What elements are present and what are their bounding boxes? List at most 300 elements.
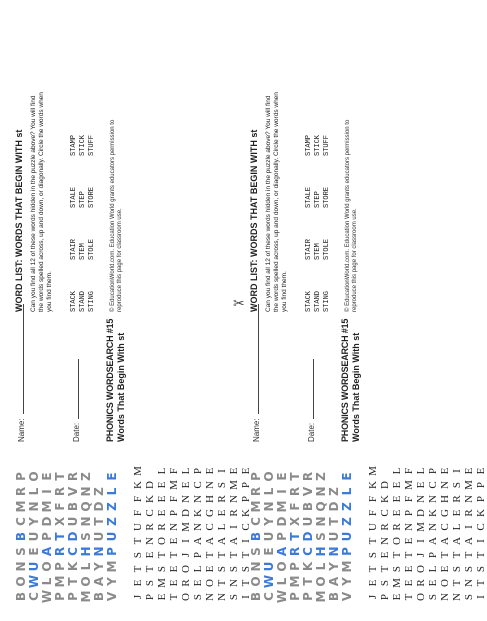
- logo-letter: S: [313, 532, 328, 541]
- grid-letter[interactable]: C: [240, 523, 252, 531]
- logo-letter: S: [78, 532, 93, 541]
- grid-letter[interactable]: R: [144, 523, 156, 531]
- grid-letter[interactable]: N: [228, 495, 240, 503]
- grid-letter[interactable]: A: [216, 537, 228, 545]
- grid-letter[interactable]: T: [132, 537, 144, 545]
- grid-letter[interactable]: C: [192, 481, 204, 489]
- grid-letter[interactable]: E: [192, 579, 204, 587]
- logo-row: [53, 454, 66, 604]
- grid-letter[interactable]: A: [192, 537, 204, 545]
- grid-letter[interactable]: N: [180, 495, 192, 503]
- logo-letter: N: [78, 486, 93, 497]
- grid-letter[interactable]: T: [216, 551, 228, 559]
- grid-letter[interactable]: E: [156, 495, 168, 503]
- grid-letter[interactable]: E: [144, 551, 156, 559]
- grid-letter[interactable]: P: [379, 593, 391, 601]
- word-list-item: STUFF: [88, 134, 96, 156]
- grid-letter[interactable]: E: [427, 579, 439, 587]
- grid-letter[interactable]: S: [427, 593, 439, 601]
- grid-letter[interactable]: N: [463, 495, 475, 503]
- logo-letter: O: [274, 561, 289, 572]
- grid-letter[interactable]: A: [427, 537, 439, 545]
- grid-letter[interactable]: A: [463, 537, 475, 545]
- logo-letter: E: [39, 472, 54, 481]
- name-field[interactable]: [15, 304, 26, 442]
- grid-letter[interactable]: L: [192, 565, 204, 573]
- logo-letter: Y: [91, 562, 106, 571]
- grid-letter[interactable]: S: [451, 481, 463, 489]
- grid-letter[interactable]: K: [192, 509, 204, 517]
- grid-letter[interactable]: O: [156, 537, 168, 545]
- grid-letter[interactable]: N: [204, 481, 216, 489]
- grid-letter[interactable]: S: [228, 565, 240, 573]
- grid-letter[interactable]: T: [403, 593, 415, 601]
- logo-letter: Y: [261, 517, 276, 526]
- logo-row: [249, 454, 262, 604]
- grid-letter[interactable]: I: [475, 595, 487, 599]
- grid-letter[interactable]: E: [240, 467, 252, 475]
- word-list-item: STING: [323, 290, 331, 312]
- logo-letter: N: [13, 561, 28, 572]
- grid-letter[interactable]: R: [379, 523, 391, 531]
- grid-letter[interactable]: M: [367, 466, 379, 476]
- word-list-item: STACK: [305, 290, 313, 312]
- grid-letter[interactable]: N: [415, 495, 427, 503]
- worksheet-title: [105, 319, 127, 442]
- grid-letter[interactable]: P: [427, 467, 439, 475]
- grid-letter[interactable]: C: [427, 481, 439, 489]
- logo-letter: U: [104, 531, 119, 542]
- grid-letter[interactable]: D: [144, 481, 156, 489]
- grid-letter[interactable]: M: [228, 480, 240, 490]
- logo-row: [301, 454, 314, 604]
- grid-letter[interactable]: U: [367, 523, 379, 531]
- grid-letter[interactable]: S: [144, 579, 156, 587]
- grid-letter[interactable]: I: [180, 539, 192, 543]
- grid-letter[interactable]: E: [168, 537, 180, 545]
- grid-letter[interactable]: J: [132, 594, 144, 600]
- grid-letter[interactable]: M: [168, 480, 180, 490]
- grid-letter[interactable]: N: [168, 523, 180, 531]
- grid-row: [391, 464, 403, 604]
- grid-letter[interactable]: I: [240, 595, 252, 599]
- grid-letter[interactable]: E: [216, 509, 228, 517]
- logo-letter: A: [91, 576, 106, 587]
- logo-letter: L: [339, 487, 354, 496]
- grid-letter[interactable]: N: [403, 523, 415, 531]
- grid-letter[interactable]: R: [463, 509, 475, 517]
- grid-letter[interactable]: E: [403, 565, 415, 573]
- grid-letter[interactable]: R: [180, 579, 192, 587]
- grid-letter[interactable]: M: [391, 578, 403, 588]
- logo-letter: M: [104, 560, 119, 573]
- logo-letter: R: [52, 486, 67, 497]
- date-field[interactable]: [305, 359, 316, 442]
- logo-letter: E: [104, 472, 119, 481]
- grid-row: [415, 464, 427, 604]
- grid-letter[interactable]: M: [463, 480, 475, 490]
- grid-letter[interactable]: N: [439, 593, 451, 601]
- grid-letter[interactable]: F: [132, 495, 144, 503]
- grid-letter[interactable]: C: [144, 509, 156, 517]
- grid-letter[interactable]: E: [403, 579, 415, 587]
- grid-letter[interactable]: S: [367, 551, 379, 559]
- grid-letter[interactable]: M: [132, 466, 144, 476]
- grid-letter[interactable]: S: [216, 481, 228, 489]
- grid-letter[interactable]: N: [451, 593, 463, 601]
- logo-letter: B: [248, 591, 263, 602]
- grid-letter[interactable]: K: [427, 509, 439, 517]
- logo-letter: Z: [91, 487, 106, 496]
- grid-letter[interactable]: T: [379, 565, 391, 573]
- grid-letter[interactable]: R: [228, 509, 240, 517]
- logo-letter: V: [300, 486, 315, 497]
- grid-letter[interactable]: N: [427, 523, 439, 531]
- logo-letter: N: [26, 501, 41, 512]
- grid-row: [367, 464, 379, 604]
- grid-letter[interactable]: E: [451, 509, 463, 517]
- grid-letter[interactable]: N: [228, 579, 240, 587]
- logo-letter: R: [13, 486, 28, 497]
- word-list-item: STICK: [79, 134, 87, 156]
- grid-letter[interactable]: O: [391, 537, 403, 545]
- grid-letter[interactable]: L: [427, 565, 439, 573]
- grid-letter[interactable]: T: [216, 579, 228, 587]
- grid-letter[interactable]: C: [475, 523, 487, 531]
- grid-letter[interactable]: S: [192, 593, 204, 601]
- logo-letter: L: [26, 487, 41, 496]
- grid-letter[interactable]: F: [367, 495, 379, 503]
- logo-letter: F: [287, 502, 302, 511]
- grid-letter[interactable]: S: [240, 565, 252, 573]
- logo-letter: U: [26, 561, 41, 572]
- grid-letter[interactable]: T: [403, 551, 415, 559]
- grid-row: [463, 464, 475, 604]
- word-list-item: STEM: [79, 243, 87, 260]
- grid-letter[interactable]: E: [180, 481, 192, 489]
- logo-letter: B: [300, 501, 315, 512]
- grid-letter[interactable]: I: [475, 539, 487, 543]
- logo-letter: U: [326, 531, 341, 542]
- grid-letter[interactable]: I: [240, 539, 252, 543]
- grid-letter[interactable]: F: [168, 467, 180, 475]
- grid-letter[interactable]: P: [168, 509, 180, 517]
- logo-letter: A: [326, 576, 341, 587]
- grid-letter[interactable]: O: [180, 593, 192, 601]
- grid-letter[interactable]: F: [403, 495, 415, 503]
- logo-letter: N: [261, 501, 276, 512]
- grid-letter[interactable]: S: [379, 579, 391, 587]
- grid-letter[interactable]: T: [367, 537, 379, 545]
- grid-letter[interactable]: K: [379, 495, 391, 503]
- grid-letter[interactable]: S: [451, 565, 463, 573]
- logo-letter: B: [13, 591, 28, 602]
- word-list-item: STEP: [314, 191, 322, 208]
- grid-letter[interactable]: I: [463, 525, 475, 529]
- grid-letter[interactable]: N: [379, 537, 391, 545]
- grid-letter[interactable]: N: [204, 593, 216, 601]
- logo-letter: U: [300, 516, 315, 527]
- logo-letter: R: [287, 486, 302, 497]
- grid-letter[interactable]: F: [403, 467, 415, 475]
- logo-letter: U: [261, 531, 276, 542]
- grid-letter[interactable]: L: [415, 467, 427, 475]
- grid-letter[interactable]: F: [168, 495, 180, 503]
- logo-letter: D: [39, 516, 54, 527]
- logo-letter: B: [13, 531, 28, 542]
- scissors-icon: ✂: [233, 296, 245, 312]
- grid-letter[interactable]: O: [415, 593, 427, 601]
- grid-letter[interactable]: N: [439, 481, 451, 489]
- logo-letter: Y: [26, 517, 41, 526]
- logo-letter: L: [104, 487, 119, 496]
- logo-row: [288, 454, 301, 604]
- grid-letter[interactable]: I: [228, 525, 240, 529]
- grid-letter[interactable]: G: [204, 509, 216, 517]
- grid-letter[interactable]: K: [144, 495, 156, 503]
- puzzle-logo: [249, 454, 353, 604]
- grid-letter[interactable]: T: [204, 551, 216, 559]
- grid-letter[interactable]: E: [132, 579, 144, 587]
- grid-letter[interactable]: N: [144, 537, 156, 545]
- grid-letter[interactable]: L: [216, 523, 228, 531]
- logo-letter: W: [274, 589, 289, 604]
- grid-letter[interactable]: E: [156, 481, 168, 489]
- grid-letter[interactable]: D: [379, 481, 391, 489]
- grid-letter[interactable]: T: [439, 551, 451, 559]
- word-list-item: STORE: [88, 186, 96, 208]
- grid-letter[interactable]: E: [403, 537, 415, 545]
- grid-letter[interactable]: H: [439, 495, 451, 503]
- grid-row: [192, 464, 204, 604]
- instructions: Can you find all 12 of these words hidden in the puzzle above? You will find the words spelled across, up and down, or diagonally. Circle the words when you find them.: [30, 92, 53, 312]
- grid-letter[interactable]: C: [204, 523, 216, 531]
- logo-letter: O: [248, 576, 263, 587]
- grid-letter[interactable]: E: [168, 565, 180, 573]
- logo-row: [262, 454, 275, 604]
- grid-letter[interactable]: I: [216, 469, 228, 473]
- grid-letter[interactable]: T: [475, 551, 487, 559]
- grid-letter[interactable]: C: [379, 509, 391, 517]
- grid-letter[interactable]: M: [180, 522, 192, 532]
- grid-letter[interactable]: I: [451, 469, 463, 473]
- grid-letter[interactable]: T: [228, 551, 240, 559]
- date-field[interactable]: [70, 359, 81, 442]
- logo-letter: P: [52, 592, 67, 601]
- name-field[interactable]: [250, 304, 261, 442]
- logo-letter: T: [300, 577, 315, 586]
- grid-letter[interactable]: E: [391, 495, 403, 503]
- grid-letter[interactable]: E: [204, 565, 216, 573]
- grid-letter[interactable]: K: [240, 509, 252, 517]
- word-list: [70, 104, 96, 312]
- grid-letter[interactable]: O: [415, 565, 427, 573]
- logo-row: [14, 454, 27, 604]
- grid-letter[interactable]: I: [415, 539, 427, 543]
- grid-letter[interactable]: P: [475, 495, 487, 503]
- grid-letter[interactable]: T: [168, 551, 180, 559]
- logo-letter: C: [248, 517, 263, 526]
- logo-letter: N: [248, 561, 263, 572]
- grid-letter[interactable]: E: [168, 579, 180, 587]
- grid-letter[interactable]: D: [180, 509, 192, 517]
- logo-letter: V: [339, 591, 354, 602]
- date-label: Date:: [307, 422, 316, 442]
- grid-letter[interactable]: T: [391, 551, 403, 559]
- logo-row: [340, 454, 353, 604]
- grid-letter[interactable]: N: [216, 593, 228, 601]
- grid-letter[interactable]: T: [240, 551, 252, 559]
- grid-letter[interactable]: L: [451, 523, 463, 531]
- grid-letter[interactable]: E: [415, 481, 427, 489]
- logo-letter: X: [287, 516, 302, 527]
- grid-letter[interactable]: P: [240, 495, 252, 503]
- grid-letter[interactable]: E: [391, 593, 403, 601]
- grid-letter[interactable]: T: [475, 579, 487, 587]
- grid-letter[interactable]: P: [144, 593, 156, 601]
- logo-letter: D: [300, 531, 315, 542]
- grid-letter[interactable]: E: [463, 467, 475, 475]
- logo-letter: S: [248, 547, 263, 556]
- grid-letter[interactable]: G: [439, 509, 451, 517]
- word-list-item: STALE: [305, 186, 313, 208]
- grid-letter[interactable]: H: [204, 495, 216, 503]
- worksheet-left: [10, 12, 252, 612]
- logo-letter: M: [274, 500, 289, 513]
- word-list: [305, 104, 331, 312]
- word-list-item: STAMP: [305, 134, 313, 156]
- logo-row: [314, 454, 327, 604]
- grid-letter[interactable]: F: [367, 509, 379, 517]
- grid-letter[interactable]: S: [463, 565, 475, 573]
- grid-letter[interactable]: J: [415, 552, 427, 558]
- grid-letter[interactable]: S: [475, 565, 487, 573]
- grid-letter[interactable]: L: [180, 467, 192, 475]
- grid-letter[interactable]: N: [463, 579, 475, 587]
- grid-letter[interactable]: J: [180, 552, 192, 558]
- grid-letter[interactable]: S: [156, 565, 168, 573]
- grid-letter[interactable]: O: [439, 579, 451, 587]
- grid-letter[interactable]: P: [240, 481, 252, 489]
- word-list-item: STAND: [79, 290, 87, 312]
- logo-letter: B: [91, 591, 106, 602]
- grid-letter[interactable]: D: [415, 509, 427, 517]
- grid-letter[interactable]: M: [156, 578, 168, 588]
- grid-letter[interactable]: K: [367, 481, 379, 489]
- grid-row: [403, 464, 415, 604]
- logo-row: [79, 454, 92, 604]
- grid-letter[interactable]: T: [144, 565, 156, 573]
- grid-letter[interactable]: C: [439, 523, 451, 531]
- grid-letter[interactable]: A: [228, 537, 240, 545]
- grid-letter[interactable]: E: [156, 593, 168, 601]
- grid-letter[interactable]: P: [403, 509, 415, 517]
- grid-letter[interactable]: E: [391, 509, 403, 517]
- logo-letter: B: [65, 501, 80, 512]
- grid-letter[interactable]: E: [391, 481, 403, 489]
- logo-letter: T: [52, 472, 67, 481]
- grid-letter[interactable]: M: [403, 480, 415, 490]
- grid-letter[interactable]: E: [475, 467, 487, 475]
- grid-letter[interactable]: S: [391, 565, 403, 573]
- logo-letter: Y: [339, 577, 354, 586]
- grid-letter[interactable]: K: [132, 481, 144, 489]
- grid-letter[interactable]: R: [451, 495, 463, 503]
- grid-letter[interactable]: A: [204, 537, 216, 545]
- logo-letter: W: [26, 574, 41, 589]
- logo-letter: P: [287, 592, 302, 601]
- grid-row: [427, 464, 439, 604]
- grid-letter[interactable]: L: [391, 467, 403, 475]
- grid-letter[interactable]: R: [391, 523, 403, 531]
- grid-letter[interactable]: P: [427, 551, 439, 559]
- grid-letter[interactable]: S: [216, 565, 228, 573]
- logo-letter: D: [91, 501, 106, 512]
- word-list-item: STOLE: [88, 238, 96, 260]
- grid-letter[interactable]: R: [156, 523, 168, 531]
- logo-letter: A: [39, 546, 54, 557]
- grid-letter[interactable]: A: [451, 537, 463, 545]
- grid-letter[interactable]: E: [439, 565, 451, 573]
- grid-letter[interactable]: E: [367, 579, 379, 587]
- logo-letter: F: [52, 502, 67, 511]
- grid-letter[interactable]: O: [204, 579, 216, 587]
- logo-letter: R: [300, 471, 315, 482]
- grid-letter[interactable]: E: [379, 551, 391, 559]
- grid-letter[interactable]: T: [156, 551, 168, 559]
- grid-letter[interactable]: A: [439, 537, 451, 545]
- grid-letter[interactable]: T: [367, 565, 379, 573]
- grid-letter[interactable]: E: [228, 467, 240, 475]
- grid-letter[interactable]: L: [156, 467, 168, 475]
- title-line-1: PHONICS WORDSEARCH #15: [105, 318, 115, 442]
- grid-letter[interactable]: T: [451, 579, 463, 587]
- grid-letter[interactable]: P: [192, 551, 204, 559]
- logo-letter: Z: [313, 472, 328, 481]
- grid-letter[interactable]: O: [180, 565, 192, 573]
- grid-row: [144, 464, 156, 604]
- grid-letter[interactable]: P: [192, 467, 204, 475]
- grid-letter[interactable]: E: [204, 467, 216, 475]
- logo-letter: V: [65, 486, 80, 497]
- grid-letter[interactable]: P: [475, 481, 487, 489]
- word-list-item: STEM: [314, 243, 322, 260]
- grid-letter[interactable]: N: [427, 495, 439, 503]
- grid-letter[interactable]: E: [156, 509, 168, 517]
- grid-letter[interactable]: S: [463, 593, 475, 601]
- grid-letter[interactable]: S: [228, 593, 240, 601]
- grid-letter[interactable]: T: [463, 551, 475, 559]
- logo-letter: P: [339, 547, 354, 556]
- grid-letter[interactable]: R: [216, 495, 228, 503]
- grid-letter[interactable]: T: [132, 565, 144, 573]
- grid-letter[interactable]: E: [439, 467, 451, 475]
- grid-letter[interactable]: T: [168, 593, 180, 601]
- grid-letter[interactable]: N: [192, 523, 204, 531]
- grid-letter[interactable]: F: [132, 509, 144, 517]
- word-list-heading: WORD LIST: WORDS THAT BEGIN WITH st: [249, 129, 259, 312]
- grid-letter[interactable]: T: [240, 579, 252, 587]
- grid-letter[interactable]: S: [132, 551, 144, 559]
- grid-letter[interactable]: T: [451, 551, 463, 559]
- grid-letter[interactable]: J: [367, 594, 379, 600]
- grid-letter[interactable]: N: [192, 495, 204, 503]
- grid-letter[interactable]: K: [475, 509, 487, 517]
- grid-letter[interactable]: U: [132, 523, 144, 531]
- grid-letter[interactable]: R: [415, 579, 427, 587]
- grid-letter[interactable]: M: [415, 522, 427, 532]
- logo-letter: A: [274, 546, 289, 557]
